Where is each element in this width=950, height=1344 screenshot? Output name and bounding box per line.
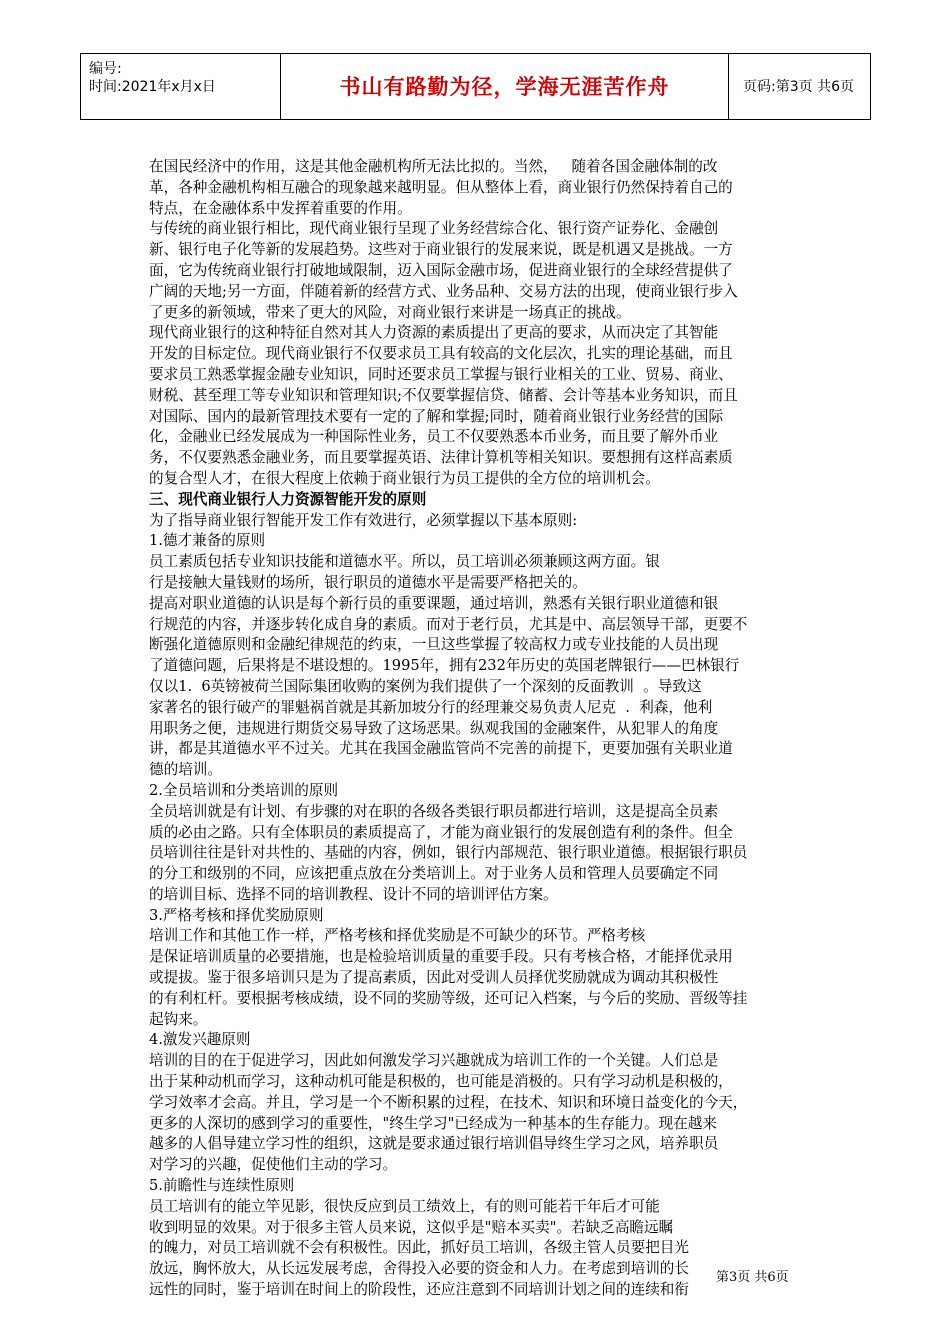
- text-line: 质的必由之路。只有全体职员的素质提高了，才能为商业银行的发展创造有利的条件。但全: [149, 823, 733, 841]
- text-line: 为了指导商业银行智能开发工作有效进行，必须掌握以下基本原则:: [149, 511, 578, 529]
- header-motto: 书山有路勤为径，学海无涯苦作舟: [281, 54, 729, 119]
- text-line: 对国际、国内的最新管理技术要有一定的了解和掌握;同时，随着商业银行业务经营的国际: [149, 407, 724, 425]
- text-line: 广阔的天地;另一方面，伴随着新的经营方式、业务品种、交易方法的出现，使商业银行步入: [149, 282, 738, 300]
- text-line: 的复合型人才，在很大程度上依赖于商业银行为员工提供的全方位的培训机会。: [149, 469, 660, 487]
- text-line: 提高对职业道德的认识是每个新行员的重要课题，通过培训，熟悉有关银行职业道德和银: [149, 594, 719, 612]
- text-line: 出于某种动机而学习，这种动机可能是积极的，也可能是消极的。只有学习动机是积极的，: [149, 1073, 733, 1091]
- text-line: 的培训目标、选择不同的培训教程、设计不同的培训评估方案。: [149, 885, 558, 903]
- text-line: 3.严格考核和择优奖励原则: [149, 906, 324, 924]
- text-line: 面，它为传统商业银行打破地域限制，迈入国际金融市场，促进商业银行的全球经营提供了: [149, 261, 733, 279]
- document-time-label: 时间:2021年x月x日: [89, 79, 216, 95]
- text-line: 或提拔。鉴于很多培训只是为了提高素质，因此对受训人员择优奖励就成为调动其积极性: [149, 969, 719, 987]
- text-line: 员培训往往是针对共性的、基础的内容，例如，银行内部规范、银行职业道德。根据银行职员: [149, 844, 748, 862]
- text-line: 现代商业银行的这种特征自然对其人力资源的素质提出了更高的要求，从而决定了其智能: [149, 324, 719, 342]
- text-line: 培训的目的在于促进学习，因此如何激发学习兴趣就成为培训工作的一个关键。人们总是: [149, 1052, 719, 1070]
- text-line: 4.激发兴趣原则: [149, 1031, 251, 1049]
- text-line: 1.德才兼备的原则: [149, 532, 266, 550]
- text-line: 德的培训。: [149, 761, 222, 779]
- text-line: 新、银行电子化等新的发展趋势。这些对于商业银行的发展来说，既是机遇又是挑战。一方: [149, 241, 733, 259]
- text-line: 行规范的内容，并逐步转化成自身的素质。而对于老行员，尤其是中、高层领导干部，更要不: [149, 615, 748, 633]
- text-line: 员工培训有的能立竿见影，很快反应到员工绩效上，有的则可能若干年后才可能: [149, 1197, 660, 1215]
- text-line: 越多的人倡导建立学习性的组织，这就是要求通过银行培训倡导终生学习之风，培养职员: [149, 1135, 719, 1153]
- text-line: 2.全员培训和分类培训的原则: [149, 781, 339, 799]
- text-line: 5.前瞻性与连续性原则: [149, 1177, 295, 1195]
- text-line: 家著名的银行破产的罪魁祸首就是其新加坡分行的经理兼交易负责人尼克 . 利森，他利: [149, 698, 713, 716]
- text-line: 务，不仅要熟悉金融业务，而且要掌握英语、法律计算机等相关知识。要想拥有这样高素质: [149, 449, 733, 467]
- text-line: 财税、甚至理工等专业知识和管理知识;不仅要掌握信贷、储蓄、会计等基本业务知识，而且: [149, 386, 738, 404]
- section-heading: 三、现代商业银行人力资源智能开发的原则: [149, 490, 427, 508]
- text-line: 与传统的商业银行相比，现代商业银行呈现了业务经营综合化、银行资产证券化、金融创: [149, 220, 719, 238]
- text-line: 了道德问题，后果将是不堪设想的。1995年，拥有232年历史的英国老牌银行——巴林银行: [149, 657, 740, 675]
- text-line: 要求员工熟悉掌握金融专业知识，同时还要求员工掌握与银行业相关的工业、贸易、商业、: [149, 365, 733, 383]
- text-line: 对学习的兴趣，促使他们主动的学习。: [149, 1156, 398, 1174]
- text-line: 开发的目标定位。现代商业银行不仅要求员工具有较高的文化层次，扎实的理论基础，而且: [149, 345, 733, 363]
- text-line: 了更多的新领域，带来了更大的风险，对商业银行来讲是一场真正的挑战。: [149, 303, 631, 321]
- text-line: 更多的人深切的感到学习的重要性，"终生学习"已经成为一种基本的生存能力。现在越来: [149, 1114, 717, 1132]
- text-line: 革，各种金融机构相互融合的现象越来越明显。但从整体上看，商业银行仍然保持着自己的: [149, 178, 733, 196]
- text-line: 放远，胸怀放大，从长远发展考虑，舍得投入必要的资金和人力。在考虑到培训的长: [149, 1260, 689, 1278]
- text-line: 收到明显的效果。对于很多主管人员来说，这似乎是"赔本买卖"。若缺乏高瞻远瞩: [149, 1218, 674, 1236]
- body-text: [149, 157, 805, 1301]
- text-line: 断强化道德原则和金融纪律规范的约束，一旦这些掌握了较高权力或专业技能的人员出现: [149, 636, 719, 654]
- text-line: 的有利杠杆。要根据考核成绩，设不同的奖励等级，还可记入档案，与今后的奖励、晋级等挂: [149, 989, 748, 1007]
- text-line: 用职务之便，违规进行期货交易导致了这场恶果。纵观我国的金融案件，从犯罪人的角度: [149, 719, 719, 737]
- page-footer: 第3页 共6页: [716, 1270, 789, 1285]
- header-page-label: 页码:第3页 共6页: [743, 79, 854, 95]
- text-line: 全员培训就是有计划、有步骤的对在职的各级各类银行职员都进行培训，这是提高全员素: [149, 802, 719, 820]
- text-line: 学习效率才会高。并且，学习是一个不断积累的过程，在技术、知识和环境日益变化的今天，: [149, 1093, 748, 1111]
- text-line: 员工素质包括专业知识技能和道德水平。所以，员工培训必须兼顾这两方面。银: [149, 553, 660, 571]
- text-line: 特点，在金融体系中发挥着重要的作用。: [149, 199, 412, 217]
- header-left-cell: [81, 54, 281, 119]
- document-number-label: 编号:: [89, 61, 122, 77]
- text-line: 讲，都是其道德水平不过关。尤其在我国金融监管尚不完善的前提下，更要加强有关职业道: [149, 740, 733, 758]
- text-line: 化，金融业已经发展成为一种国际性业务，员工不仅要熟悉本币业务，而且要了解外币业: [149, 428, 719, 446]
- header-table: [80, 53, 871, 120]
- text-line: 起钩来。: [149, 1010, 208, 1028]
- text-line: 培训工作和其他工作一样，严格考核和择优奖励是不可缺少的环节。严格考核: [149, 927, 646, 945]
- text-line: 的魄力，对员工培训就不会有积极性。因此，抓好员工培训，各级主管人员要把目光: [149, 1239, 689, 1257]
- text-line: 仅以1. 6英镑被荷兰国际集团收购的案例为我们提供了一个深刻的反面教训 。导致这: [149, 677, 702, 695]
- text-line: 是保证培训质量的必要措施，也是检验培训质量的重要手段。只有考核合格，才能择优录用: [149, 948, 733, 966]
- text-line: 的分工和级别的不同，应该把重点放在分类培训上。对于业务人员和管理人员要确定不同: [149, 865, 719, 883]
- text-line: 在国民经济中的作用，这是其他金融机构所无法比拟的。当然， 随着各国金融体制的改: [149, 158, 718, 175]
- text-line: 远性的同时，鉴于培训在时间上的阶段性，还应注意到不同培训计划之间的连续和衔: [149, 1281, 689, 1299]
- text-line: 行是接触大量钱财的场所，银行职员的道德水平是需要严格把关的。: [149, 573, 587, 591]
